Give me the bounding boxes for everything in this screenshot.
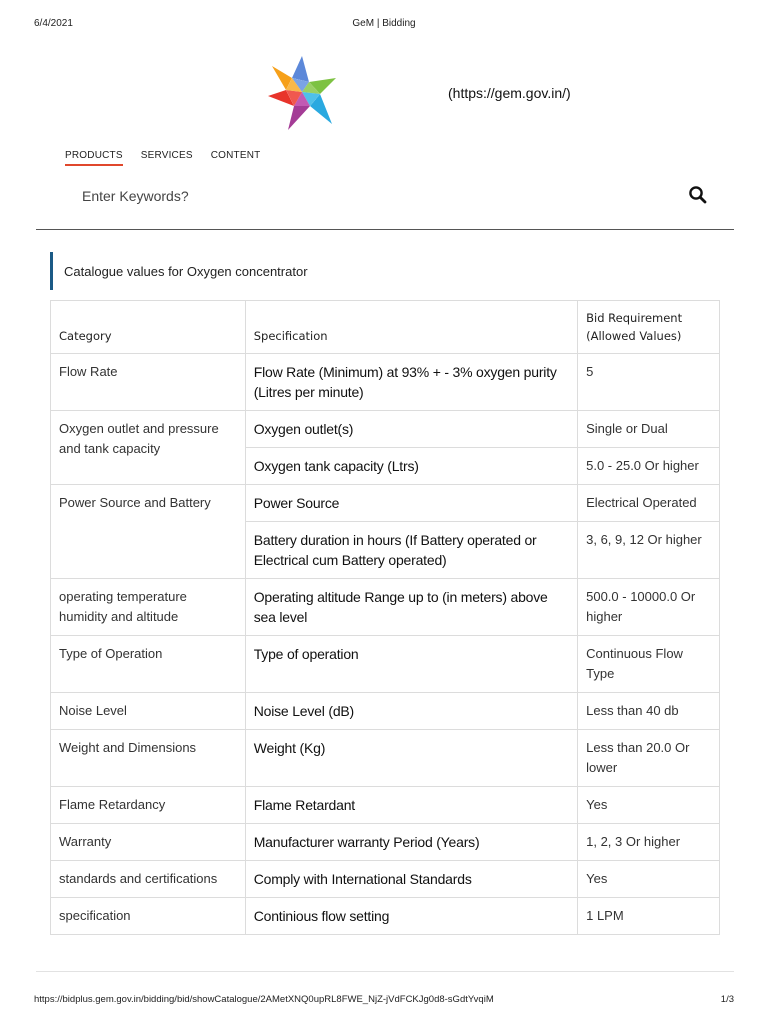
section-heading: Catalogue values for Oxygen concentrator [50,252,308,290]
specification-cell: Weight (Kg) [245,730,577,787]
tab-content[interactable]: CONTENT [210,150,261,161]
specification-cell: Noise Level (dB) [245,693,577,730]
requirement-cell: 3, 6, 9, 12 Or higher [578,522,720,579]
table-row [51,730,720,787]
table-header-row [51,301,720,354]
requirement-cell: 5 [578,354,720,411]
page-number: 1/3 [720,994,734,1005]
search-icon [688,185,708,205]
table-row [51,861,720,898]
table-row [51,824,720,861]
search-input[interactable] [80,184,640,208]
requirement-cell: 1, 2, 3 Or higher [578,824,720,861]
print-header [34,18,734,32]
specification-cell: Operating altitude Range up to (in meters) above sea level [245,579,577,636]
catalogue-table [50,300,720,935]
requirement-cell: 5.0 - 25.0 Or higher [578,448,720,485]
specification-cell: Power Source [245,485,577,522]
header-specification: Specification [245,301,577,354]
table-row [51,411,720,448]
requirement-cell: Yes [578,787,720,824]
requirement-cell: Yes [578,861,720,898]
specification-cell: Battery duration in hours (If Battery operated or Electrical cum Battery operated) [245,522,577,579]
print-title: GeM | Bidding [352,18,416,29]
requirement-cell: Single or Dual [578,411,720,448]
category-cell: Weight and Dimensions [51,730,246,787]
table-row [51,693,720,730]
category-cell: Type of Operation [51,636,246,693]
header-category: Category [51,301,246,354]
requirement-cell: 500.0 - 10000.0 Or higher [578,579,720,636]
specification-cell: Comply with International Standards [245,861,577,898]
print-footer [34,994,734,1005]
specification-cell: Oxygen outlet(s) [245,411,577,448]
category-cell: Flame Retardancy [51,787,246,824]
specification-cell: Oxygen tank capacity (Ltrs) [245,448,577,485]
search-bar [36,176,734,230]
table-row [51,787,720,824]
divider [36,971,734,972]
tab-services[interactable]: SERVICES [140,150,193,161]
table-row [51,579,720,636]
requirement-cell: Less than 20.0 Or lower [578,730,720,787]
category-cell: Oxygen outlet and pressure and tank capacity [51,411,246,485]
site-home-link[interactable]: (https://gem.gov.in/) [448,85,571,101]
specification-cell: Type of operation [245,636,577,693]
gem-star-logo-icon [262,52,342,136]
specification-cell: Flame Retardant [245,787,577,824]
specification-cell: Flow Rate (Minimum) at 93% + - 3% oxygen purity (Litres per minute) [245,354,577,411]
table-row [51,485,720,522]
table-row [51,354,720,411]
specification-cell: Manufacturer warranty Period (Years) [245,824,577,861]
category-cell: Warranty [51,824,246,861]
print-date: 6/4/2021 [34,18,73,29]
gem-logo[interactable] [262,52,342,136]
category-cell: Power Source and Battery [51,485,246,579]
category-cell: operating temperature humidity and altitude [51,579,246,636]
table-row [51,636,720,693]
requirement-cell: Electrical Operated [578,485,720,522]
print-url: https://bidplus.gem.gov.in/bidding/bid/showCatalogue/2AMetXNQ0upRL8FWE_NjZ-jVdFCKJg0d8-sGdtYvqiM [34,994,494,1005]
category-cell: standards and certifications [51,861,246,898]
search-button[interactable] [688,185,708,205]
requirement-cell: Less than 40 db [578,693,720,730]
specification-cell: Continious flow setting [245,898,577,935]
category-cell: Noise Level [51,693,246,730]
category-cell: Flow Rate [51,354,246,411]
header-requirement: Bid Requirement (Allowed Values) [578,301,720,354]
table-row [51,898,720,935]
tab-products[interactable]: PRODUCTS [65,150,123,166]
requirement-cell: Continuous Flow Type [578,636,720,693]
requirement-cell: 1 LPM [578,898,720,935]
category-cell: specification [51,898,246,935]
main-nav [65,150,260,166]
